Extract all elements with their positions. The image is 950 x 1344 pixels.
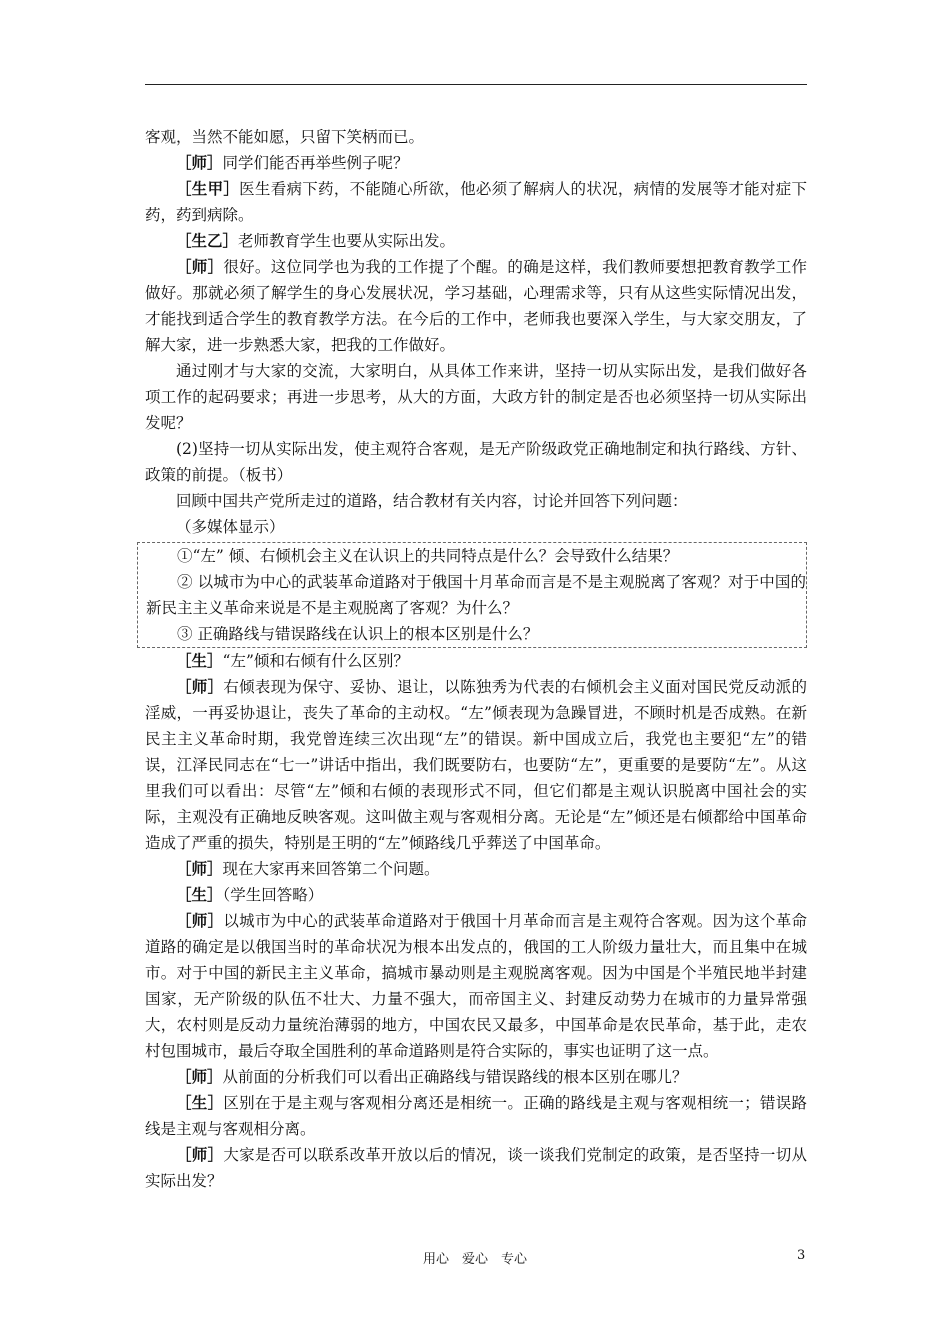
- paragraph-text: (2)坚持一切从实际出发，使主观符合客观，是无产阶级政党正确地制定和执行路线、方针、政策的前提。（板书）: [145, 440, 807, 484]
- question-item: ③ 正确路线与错误路线在认识上的根本区别是什么？: [177, 625, 539, 643]
- paragraph-text: 现在大家再来回答第二个问题。: [222, 860, 440, 878]
- speaker-tag: ［生］: [176, 885, 223, 904]
- speaker-tag: ［师］: [176, 257, 224, 276]
- paragraph: [145, 436, 807, 488]
- speaker-tag: ［生甲］: [176, 179, 240, 198]
- header-rule: [145, 84, 807, 85]
- paragraph-text: 大家是否可以联系改革开放以后的情况，谈一谈我们党制定的政策，是否坚持一切从实际出发？: [145, 1146, 807, 1190]
- paragraphs-after: [145, 648, 807, 1194]
- speaker-tag: ［师］: [176, 1145, 224, 1164]
- paragraphs-before: [145, 124, 807, 540]
- paragraph-text: 同学们能否再举些例子呢？: [222, 154, 409, 172]
- paragraph: [145, 488, 807, 514]
- paragraph: [145, 124, 807, 150]
- speaker-tag: ［师］: [176, 1067, 223, 1086]
- speaker-tag: ［师］: [176, 911, 224, 930]
- paragraph: [145, 254, 807, 358]
- paragraph-text: 通过刚才与大家的交流，大家明白，从具体工作来讲，坚持一切从实际出发，是我们做好各项工作的起码要求；再进一步思考，从大的方面，大政方针的制定是否也必须坚持一切从实际出发呢？: [145, 362, 807, 432]
- paragraph-text: 医生看病下药，不能随心所欲，他必须了解病人的状况，病情的发展等才能对症下药，药到病除。: [145, 180, 807, 224]
- paragraph: [145, 882, 807, 908]
- paragraph: [145, 1142, 807, 1194]
- question-item: ② 以城市为中心的武装革命道路对于俄国十月革命而言是不是主观脱离了客观？对于中国的新民主主义革命来说是不是主观脱离了客观？为什么？: [146, 573, 806, 617]
- paragraph: [145, 358, 807, 436]
- footer-motto: 用心 爱心 专心: [422, 1252, 527, 1267]
- paragraph-text: 很好。这位同学也为我的工作提了个醒。的确是这样，我们教师要想把教育教学工作做好。那就必须了解学生的身心发展状况，学习基础，心理需求等，只有从这些实际情况出发，才能找到适合学生的教育教学方法。在今后的工作中，老师我也要深入学生，与大家交朋友，了解大家，进一步熟悉大家，把我的工作做好。: [145, 258, 807, 354]
- paragraph: [145, 150, 807, 176]
- paragraph-text: 右倾表现为保守、妥协、退让，以陈独秀为代表的右倾机会主义面对国民党反动派的淫威，一再妥协退让，丧失了革命的主动权。“左”倾表现为急躁冒进，不顾时机是否成熟。在新民主主义革命时期，我党曾连续三次出现“左”的错误。新中国成立后，我党也主要犯“左”的错误，江泽民同志在“七一”讲话中指出，我们既要防右，也要防“左”，更重要的是要防“左”。从这里我们可以看出：尽管“左”倾和右倾的表现形式不同，但它们都是主观认识脱离中国社会的实际，主观没有正确地反映客观。这叫做主观与客观相分离。无论是“左”倾还是右倾都给中国革命造成了严重的损失，特别是王明的“左”倾路线几乎葬送了中国革命。: [145, 678, 807, 852]
- paragraph-text: “左”倾和右倾有什么区别？: [222, 652, 409, 670]
- paragraph: [145, 1064, 807, 1090]
- speaker-tag: ［师］: [176, 859, 223, 878]
- paragraph-text: （多媒体显示）: [176, 518, 285, 536]
- paragraph-text: 客观，当然不能如愿，只留下笑柄而已。: [145, 128, 425, 146]
- paragraph: [145, 648, 807, 674]
- document-body: [145, 124, 807, 1194]
- paragraph-text: 老师教育学生也要从实际出发。: [238, 232, 456, 250]
- paragraph: [145, 176, 807, 228]
- speaker-tag: ［生乙］: [176, 231, 239, 250]
- paragraph-text: 区别在于是主观与客观相分离还是相统一。正确的路线是主观与客观相统一；错误路线是主观与客观相分离。: [145, 1094, 807, 1138]
- speaker-tag: ［师］: [176, 677, 224, 696]
- paragraph-text: （学生回答略）: [222, 886, 324, 904]
- question-item: ①“左” 倾、右倾机会主义在认识上的共同特点是什么？会导致什么结果？: [177, 547, 679, 565]
- paragraph: [145, 514, 807, 540]
- speaker-tag: ［生］: [176, 1093, 224, 1112]
- paragraph: [145, 674, 807, 856]
- paragraph: [145, 1090, 807, 1142]
- paragraph: [145, 856, 807, 882]
- paragraph-text: 以城市为中心的武装革命道路对于俄国十月革命而言是主观符合客观。因为这个革命道路的确定是以俄国当时的革命状况为根本出发点的，俄国的工人阶级力量壮大，而且集中在城市。对于中国的新民主主义革命，搞城市暴动则是主观脱离客观。因为中国是个半殖民地半封建国家，无产阶级的队伍不壮大、力量不强大，而帝国主义、封建反动势力在城市的力量异常强大，农村则是反动力量统治薄弱的地方，中国农民又最多，中国革命是农民革命，基于此，走农村包围城市，最后夺取全国胜利的革命道路则是符合实际的，事实也证明了这一点。: [145, 912, 807, 1060]
- paragraph-text: 回顾中国共产党所走过的道路，结合教材有关内容，讨论并回答下列问题：: [176, 492, 688, 510]
- paragraph-text: 从前面的分析我们可以看出正确路线与错误路线的根本区别在哪儿？: [222, 1068, 688, 1086]
- page-number: 3: [797, 1248, 806, 1263]
- multimedia-question-box: [137, 542, 807, 648]
- paragraph: [145, 228, 807, 254]
- paragraph: [145, 908, 807, 1064]
- speaker-tag: ［师］: [176, 153, 223, 172]
- speaker-tag: ［生］: [176, 651, 223, 670]
